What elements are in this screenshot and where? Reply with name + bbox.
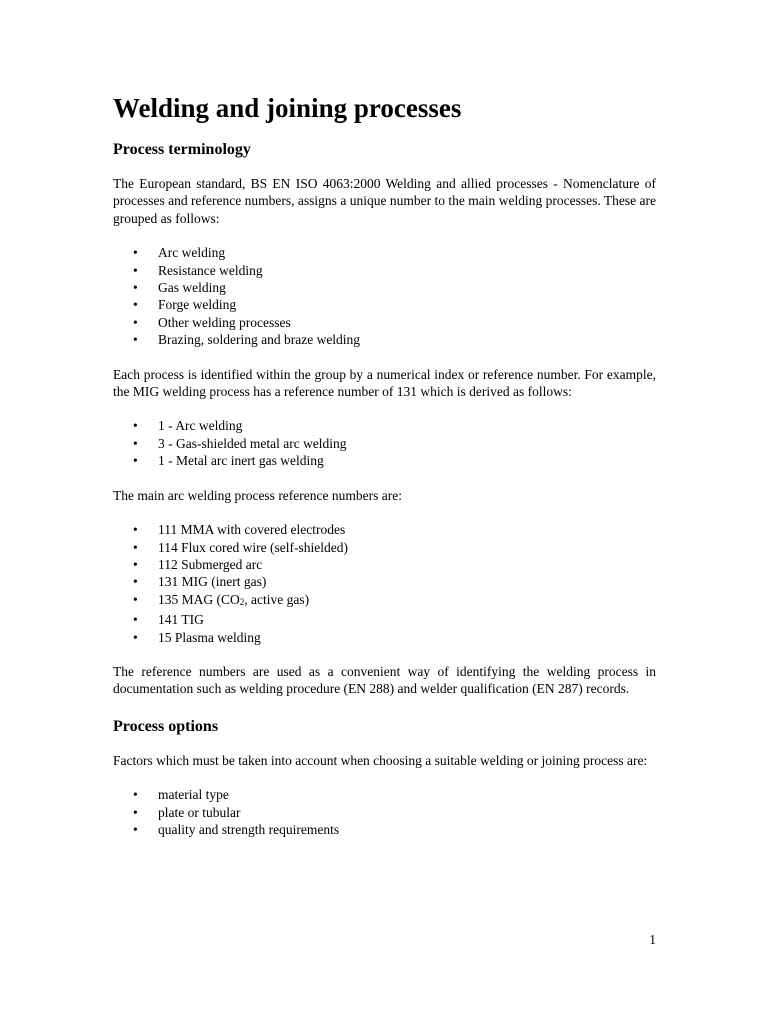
list-item: • material type (113, 786, 656, 803)
section-heading-process-terminology: Process terminology (113, 141, 251, 158)
list-item: • Brazing, soldering and braze welding (113, 331, 656, 348)
reference-index-paragraph: Each process is identified within the group by a numerical index or reference number. For example, the MIG welding process has a reference number of 131 which is derived as follows: (113, 366, 656, 400)
process-options-intro: Factors which must be taken into account when choosing a suitable welding or joining process are: (113, 752, 648, 768)
section-heading-process-options: Process options (113, 717, 219, 735)
list-item: • 1 - Arc welding (113, 417, 656, 434)
list-item: • Gas welding (113, 279, 656, 296)
page-number: 1 (649, 932, 656, 947)
reference-usage-paragraph: The reference numbers are used as a convenient way of identifying the welding process in documentation such as welding procedure (EN 288) and welder qualification (EN 287) records. (113, 663, 656, 697)
page-content (113, 88, 656, 855)
list-item: • Resistance welding (113, 262, 656, 279)
list-item: • plate or tubular (113, 804, 656, 821)
mig-derivation-list (113, 417, 656, 469)
list-item: • 114 Flux cored wire (self-shielded) (113, 539, 656, 556)
list-item (113, 591, 656, 611)
terminology-intro-paragraph: The European standard, BS EN ISO 4063:2000 Welding and allied processes - Nomenclature of processes and reference numbers, assigns a unique number to the main welding processes. These are grouped as follows: (113, 176, 656, 226)
list-item: • Forge welding (113, 296, 656, 313)
list-item: • 3 - Gas-shielded metal arc welding (113, 435, 656, 452)
list-item: • 131 MIG (inert gas) (113, 573, 656, 590)
selection-factors-list (113, 786, 656, 838)
document-title: Welding and joining processes (113, 93, 462, 123)
arc-welding-reference-list (113, 521, 656, 646)
co2-subscript: 2 (239, 596, 245, 607)
list-item: • 141 TIG (113, 611, 656, 628)
list-item: • quality and strength requirements (113, 821, 656, 838)
list-item: • 15 Plasma welding (113, 629, 656, 646)
list-item: • Other welding processes (113, 314, 656, 331)
mag-label-prefix: 135 MAG (CO (158, 591, 240, 607)
list-item: • 112 Submerged arc (113, 556, 656, 573)
list-item: • 111 MMA with covered electrodes (113, 521, 656, 538)
list-item: • 1 - Metal arc inert gas welding (113, 452, 656, 469)
mag-label-suffix: , active gas) (244, 591, 310, 607)
reference-numbers-intro: The main arc welding process reference numbers are: (113, 487, 402, 503)
list-item: • Arc welding (113, 244, 656, 261)
process-groups-list (113, 244, 656, 348)
